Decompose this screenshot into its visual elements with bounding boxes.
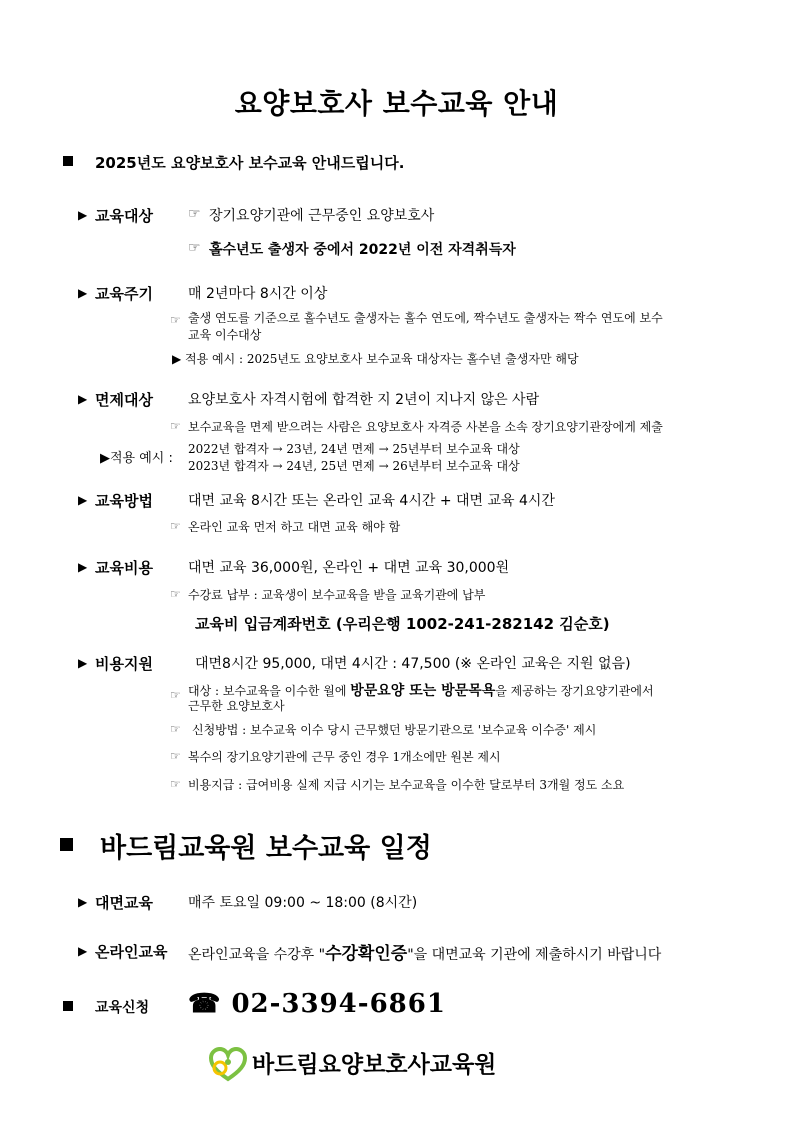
intro-text: 2025년도 요양보호사 보수교육 안내드립니다. [95,154,405,172]
phone-number: ☎ 02-3394-6861 [188,989,446,1019]
cycle-note-1a: 출생 연도를 기준으로 홀수년도 출생자는 홀수 연도에, 짝수년도 출생자는 짝수 연도에 보수 [188,311,663,325]
online-text [188,939,661,964]
brand-name: 바드림요양보호사교육원 [252,1051,497,1078]
cycle-label: 교육주기 [95,285,153,303]
support-note-3: 복수의 장기요양기관에 근무 중인 경우 1개소에만 원본 제시 [188,750,501,764]
pointing-hand-icon: ☞ [188,206,201,222]
target-label: 교육대상 [95,207,153,225]
support-main: 대면8시간 95,000, 대면 4시간 : 47,500 (※ 온라인 교육은 지원 없음) [195,656,631,672]
target-line-2: 홀수년도 출생자 중에서 2022년 이전 자격취득자 [209,242,516,258]
brand-logo-icon [208,1046,248,1082]
pointing-hand-icon: ☞ [170,519,181,533]
support-label: 비용지원 [95,655,153,673]
support-note-1b: 근무한 요양보호사 [188,699,285,713]
pointing-hand-icon: ☞ [170,777,181,791]
support-note-4: 비용지급 : 급여비용 실제 지급 시기는 보수교육을 이수한 달로부터 3개월 정도 소요 [188,778,625,792]
cycle-main: 매 2년마다 8시간 이상 [188,286,328,302]
arrow-icon: ▶ [78,392,88,406]
exempt-example-1: 2022년 합격자 → 23년, 24년 면제 → 25년부터 보수교육 대상 [188,442,520,456]
arrow-icon: ▶ [78,895,88,909]
exempt-example-label: ▶적용 예시 : [100,451,173,466]
pointing-hand-icon: ☞ [170,688,181,702]
schedule-heading: 바드림교육원 보수교육 일정 [100,833,432,864]
exempt-note-1: 보수교육을 면제 받으려는 사람은 요양보호사 자격증 사본을 소속 장기요양기관장에게 제출 [188,420,663,434]
pointing-hand-icon: ☞ [188,240,201,256]
page-title: 요양보호사 보수교육 안내 [234,87,559,120]
arrow-icon: ▶ [78,493,88,507]
pointing-hand-icon: ☞ [170,313,181,327]
square-bullet-icon [63,1001,73,1011]
pointing-hand-icon: ☞ [170,419,181,433]
support-note-1-post: 을 제공하는 장기요양기관에서 [495,684,654,698]
inperson-label: 대면교육 [95,894,153,912]
arrow-icon: ▶ [78,656,88,670]
cycle-note-1b: 교육 이수대상 [188,328,262,342]
square-bullet-icon [63,156,73,166]
method-main: 대면 교육 8시간 또는 온라인 교육 4시간 + 대면 교육 4시간 [188,493,555,509]
account-number: 교육비 입금계좌번호 (우리은행 1002-241-282142 김순호) [195,615,610,633]
cost-label: 교육비용 [95,559,153,577]
method-note-1: 온라인 교육 먼저 하고 대면 교육 해야 함 [188,520,401,534]
support-note-1-bold: 방문요양 또는 방문목욕 [350,683,496,699]
online-text-bold: 수강확인증 [325,944,408,964]
method-label: 교육방법 [95,492,153,510]
inperson-text: 매주 토요일 09:00 ~ 18:00 (8시간) [188,895,418,911]
square-bullet-icon [60,838,73,851]
online-text-pre: 온라인교육을 수강후 " [188,947,326,963]
cost-note-1: 수강료 납부 : 교육생이 보수교육을 받을 교육기관에 납부 [188,588,486,602]
arrow-icon: ▶ [78,208,88,222]
support-note-1-pre: 대상 : 보수교육을 이수한 월에 [188,684,347,698]
pointing-hand-icon: ☞ [170,749,181,763]
exempt-label: 면제대상 [95,391,153,409]
target-line-1: 장기요양기관에 근무중인 요양보호사 [209,208,435,224]
arrow-icon: ▶ [78,286,88,300]
cycle-note-2: ▶ 적용 예시 : 2025년도 요양보호사 보수교육 대상자는 홀수년 출생자만 해당 [172,352,579,366]
support-note-2: 신청방법 : 보수교육 이수 당시 근무했던 방문기관으로 '보수교육 이수증' 제시 [192,723,597,737]
arrow-icon: ▶ [78,560,88,574]
cost-main: 대면 교육 36,000원, 온라인 + 대면 교육 30,000원 [188,560,510,576]
apply-label: 교육신청 [95,1000,150,1016]
pointing-hand-icon: ☞ [170,587,181,601]
online-text-post: "을 대면교육 기관에 제출하시기 바랍니다 [407,947,662,963]
exempt-example-2: 2023년 합격자 → 24년, 25년 면제 → 26년부터 보수교육 대상 [188,459,520,473]
arrow-icon: ▶ [78,944,88,958]
online-label: 온라인교육 [95,943,168,961]
pointing-hand-icon: ☞ [170,722,181,736]
exempt-main: 요양보호사 자격시험에 합격한 지 2년이 지나지 않은 사람 [188,392,540,408]
